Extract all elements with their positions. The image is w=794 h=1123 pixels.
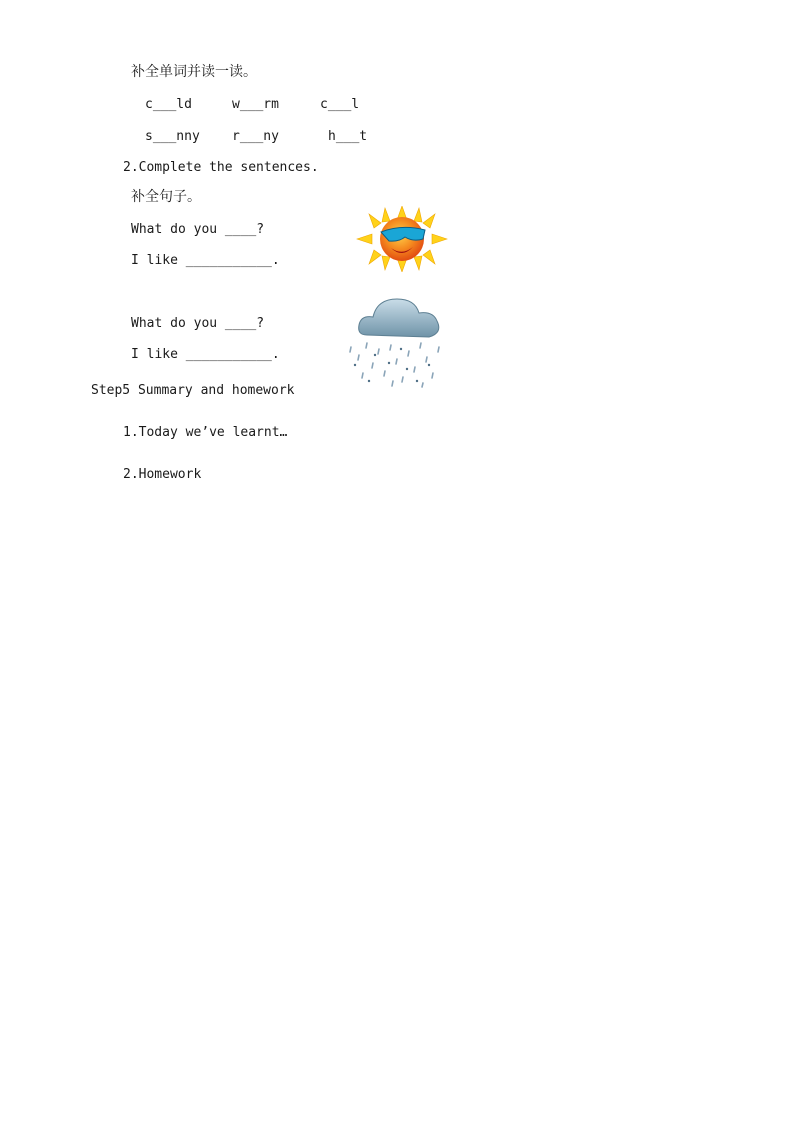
word-blank: c___l [320, 97, 360, 112]
sun-with-sunglasses-icon [355, 206, 449, 272]
fill-words-instruction: 补全单词并读一读。 [131, 64, 257, 80]
answer-sentence: I like ___________. [131, 253, 280, 268]
word-blank: s___nny [145, 129, 200, 144]
rain-cloud-icon [345, 293, 447, 388]
question-sentence: What do you ____? [131, 316, 265, 331]
answer-sentence: I like ___________. [131, 347, 280, 362]
step5-heading: Step5 Summary and homework [91, 383, 295, 398]
question-sentence: What do you ____? [131, 222, 265, 237]
homework-item: 2.Homework [123, 467, 202, 482]
word-blank: c___ld [145, 97, 192, 112]
summary-item: 1.Today we’ve learnt… [123, 425, 288, 440]
complete-sentences-instruction: 补全句子。 [131, 189, 201, 205]
word-blank: r___ny [232, 129, 279, 144]
word-blank: w___rm [232, 97, 279, 112]
complete-sentences-heading: 2.Complete the sentences. [123, 160, 319, 175]
word-blank: h___t [328, 129, 368, 144]
